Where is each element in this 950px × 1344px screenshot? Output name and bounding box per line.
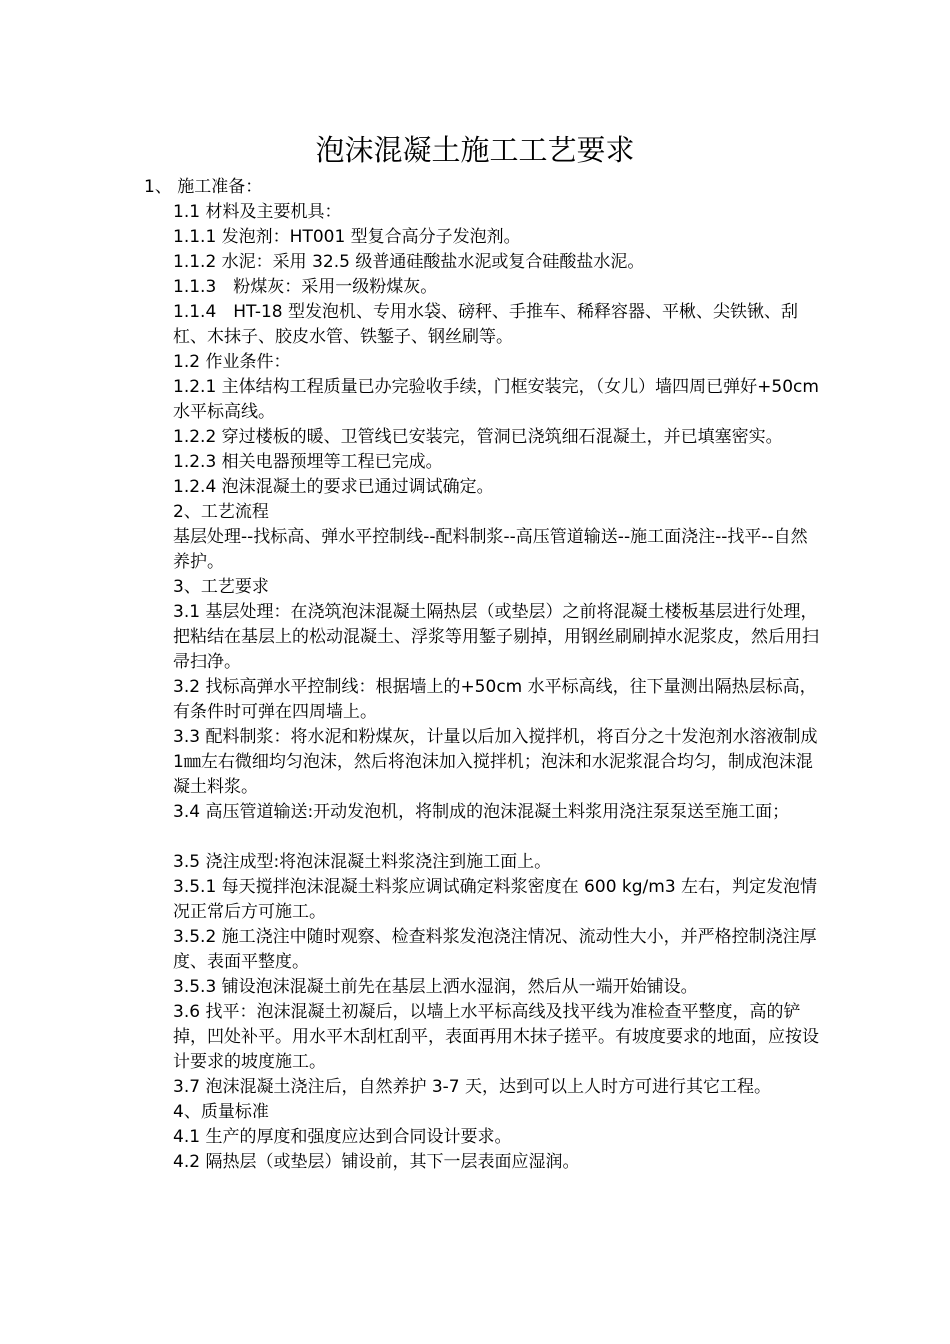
paragraph: 3.2 找标高弹水平控制线：根据墙上的+50cm 水平标高线，往下量测出隔热层标高，有条件时可弹在四周墙上。: [173, 677, 817, 722]
section-heading: 1、 施工准备：: [144, 177, 263, 197]
paragraph: 1.1.3 粉煤灰：采用一级粉煤灰。: [173, 277, 438, 297]
document-title: 泡沫混凝土施工工艺要求: [315, 133, 635, 167]
paragraph: 3.7 泡沫混凝土浇注后，自然养护 3-7 天，达到可以上人时方可进行其它工程。: [173, 1077, 772, 1097]
paragraph: 3.6 找平：泡沫混凝土初凝后，以墙上水平标高线及找平线为准检查平整度，高的铲掉，凹处补平。用水平木刮杠刮平，表面再用木抹子搓平。有坡度要求的地面，应按设计要求的坡度施工。: [173, 1002, 819, 1072]
paragraph: 4.2 隔热层（或垫层）铺设前，其下一层表面应湿润。: [173, 1152, 580, 1172]
paragraph: 1.2.2 穿过楼板的暖、卫管线已安装完，管洞已浇筑细石混凝土，并已填塞密实。: [173, 427, 783, 447]
document-body: [144, 175, 825, 1175]
paragraph: 基层处理--找标高、弹水平控制线--配料制浆--高压管道输送--施工面浇注--找平--自然养护。: [173, 527, 808, 572]
section-heading: 3、工艺要求: [173, 577, 269, 597]
paragraph: 3.5.1 每天搅拌泡沫混凝土料浆应调试确定料浆密度在 600 kg/m3 左右，判定发泡情况正常后方可施工。: [173, 877, 818, 922]
section-heading: 2、工艺流程: [173, 502, 269, 522]
paragraph: 4.1 生产的厚度和强度应达到合同设计要求。: [173, 1127, 512, 1147]
section-heading: 4、质量标准: [173, 1102, 269, 1122]
paragraph: 3.5.3 铺设泡沫混凝土前先在基层上洒水湿润，然后从一端开始铺设。: [173, 977, 698, 997]
paragraph: 3.3 配料制浆：将水泥和粉煤灰，计量以后加入搅拌机，将百分之十发泡剂水溶液制成 1㎜左右微细均匀泡沫，然后将泡沫加入搅拌机；泡沫和水泥浆混合均匀，制成泡沫混凝土料浆。: [173, 727, 823, 797]
paragraph: 1.2.3 相关电器预埋等工程已完成。: [173, 452, 443, 472]
paragraph: 3.5.2 施工浇注中随时观察、检查料浆发泡浇注情况、流动性大小，并严格控制浇注厚度、表面平整度。: [173, 927, 817, 972]
paragraph: 1.1.2 水泥：采用 32.5 级普通硅酸盐水泥或复合硅酸盐水泥。: [173, 252, 645, 272]
paragraph: 1.1.4 HT-18 型发泡机、专用水袋、磅秤、手推车、稀释容器、平楸、尖铁锹、刮杠、木抹子、胶皮水管、铁錾子、钢丝刷等。: [173, 302, 799, 347]
paragraph: 3.1 基层处理：在浇筑泡沫混凝土隔热层（或垫层）之前将混凝土楼板基层进行处理，把粘结在基层上的松动混凝土、浮浆等用錾子剔掉，用钢丝刷刷掉水泥浆皮，然后用扫帚扫净。: [173, 602, 819, 672]
subsection-heading: 1.2 作业条件：: [173, 352, 291, 372]
paragraph: 1.2.4 泡沫混凝土的要求已通过调试确定。: [173, 477, 494, 497]
paragraph: 3.4 高压管道输送:开动发泡机，将制成的泡沫混凝土料浆用浇注泵泵送至施工面；: [173, 802, 790, 822]
blank-line: [173, 825, 821, 850]
paragraph: 1.2.1 主体结构工程质量已办完验收手续，门框安装完，（女儿）墙四周已弹好+50cm 水平标高线。: [173, 377, 825, 422]
paragraph: 3.5 浇注成型:将泡沫混凝土料浆浇注到施工面上。: [173, 852, 552, 872]
subsection-heading: 1.1 材料及主要机具：: [173, 202, 342, 222]
paragraph: 1.1.1 发泡剂：HT001 型复合高分子发泡剂。: [173, 227, 521, 247]
